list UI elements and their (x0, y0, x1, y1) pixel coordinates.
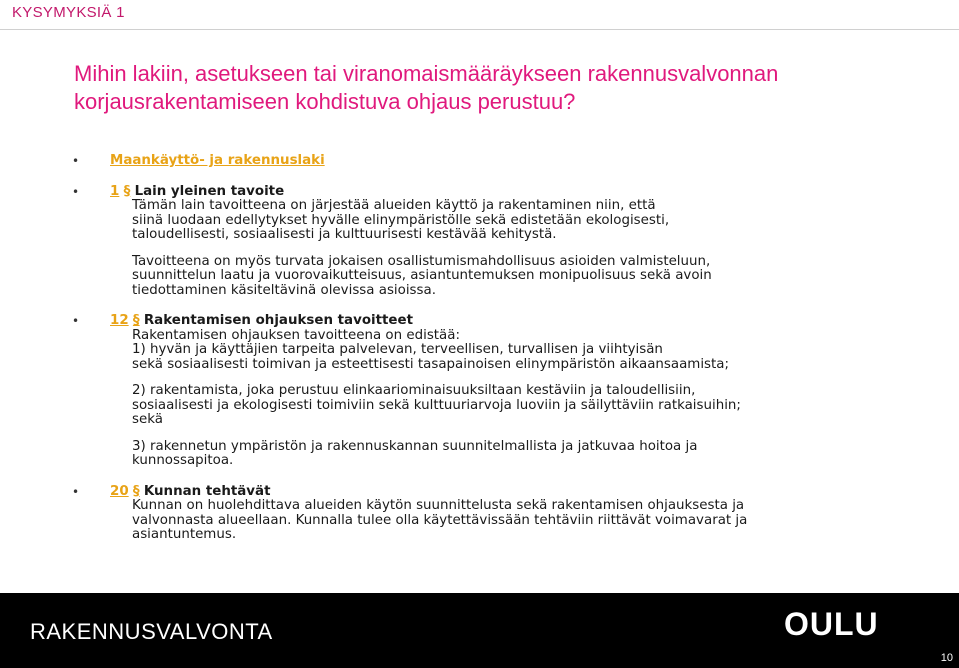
text-line: 3) rakennetun ympäristön ja rakennuskannan suunnitelmallista ja jatkuvaa hoitoa ja (132, 438, 698, 454)
text-line: sosiaalisesti ja ekologisesti toimiviin sekä kulttuuriarvoja luoviin ja säilyttäviin ratkaisuihin; (132, 397, 741, 413)
bullet-dot-icon: • (72, 154, 80, 168)
text-line: suunnittelun laatu ja vuorovaikutteisuus, asiantuntemuksen monipuolisuus sekä avoin (132, 268, 712, 283)
section-12-number-link[interactable]: 12 (110, 313, 129, 328)
slide-question: Mihin lakiin, asetukseen tai viranomaismääräykseen rakennusvalvonnan korjausrakentamiseen kohdistuva ohjaus perustuu? (74, 61, 779, 114)
section-20-title: Kunnan tehtävät (143, 483, 271, 499)
text-line: kunnossapitoa. (132, 453, 234, 468)
section-12-item-3 (72, 440, 912, 469)
bullet-dot-icon: • (72, 314, 80, 328)
bullet-dot-icon: • (72, 484, 80, 499)
section-12-sign-link[interactable]: § (132, 313, 140, 328)
oulu-logo (784, 607, 894, 647)
bullet-section-20 (72, 485, 912, 500)
section-20-number-link[interactable]: 20 (110, 483, 129, 499)
text-line: Tavoitteena on myös turvata jokaisen osallistumismahdollisuus asioiden valmisteluun, (132, 253, 711, 269)
logo-text: OULU (784, 606, 879, 642)
bullet-section-12 (72, 314, 912, 329)
bullet-dot-icon: • (72, 184, 80, 199)
text-line: Rakentamisen ohjauksen tavoitteena on edistää: (132, 327, 460, 343)
footer-bar (0, 593, 959, 668)
text-line: Tämän lain tavoitteena on järjestää alueiden käyttö ja rakentaminen niin, että (132, 198, 656, 213)
section-1-title: Lain yleinen tavoite (134, 183, 285, 199)
top-divider (0, 29, 959, 30)
section-20-sign-link[interactable]: § (132, 483, 140, 499)
text-line: siinä luodaan edellytykset hyvälle elinympäristölle sekä edistetään ekologisesti, (132, 212, 670, 228)
bullet-law-title (72, 154, 912, 169)
text-line: Kunnan on huolehdittava alueiden käytön suunnittelusta sekä rakentamisen ohjauksesta ja (132, 498, 745, 513)
section-20-paragraph (72, 499, 912, 543)
page-number: 10 (940, 652, 953, 664)
text-line: 2) rakentamista, joka perustuu elinkaariominaisuuksiltaan kestäviin ja taloudellisiin, (132, 383, 696, 398)
text-line: sekä sosiaalisesti toimivan ja esteettisesti tasapainoisen elinympäristön aikaansaamista; (132, 356, 729, 372)
section-12-intro (72, 329, 912, 344)
section-1-paragraph-1 (72, 199, 912, 243)
section-1-number-link[interactable]: 1 (110, 183, 120, 199)
section-12-item-1 (72, 343, 912, 372)
text-line: asiantuntemus. (132, 527, 237, 542)
section-12-title: Rakentamisen ohjauksen tavoitteet (143, 313, 413, 328)
text-line: 1) hyvän ja käyttäjien tarpeita palvelevan, terveellisen, turvallisen ja viihtyisän (132, 342, 663, 357)
section-1-sign-link[interactable]: § (123, 183, 131, 199)
section-label: KYSYMYKSIÄ 1 (12, 4, 125, 21)
text-line: tiedottaminen käsiteltävinä olevissa asioissa. (132, 282, 436, 298)
text-line: sekä (132, 412, 163, 427)
text-line: taloudellisesti, sosiaalisesti ja kulttuurisesti kestävää kehitystä. (132, 227, 557, 242)
footer-title: RAKENNUSVALVONTA (30, 619, 273, 644)
section-1-paragraph-2 (72, 255, 912, 299)
bullet-section-1 (72, 185, 912, 200)
text-line: valvonnasta alueellaan. Kunnalla tulee olla käytettävissään tehtäviin riittävät voimavarat ja (132, 512, 748, 528)
law-title-link[interactable]: Maankäyttö- ja rakennuslaki (110, 153, 325, 168)
section-12-item-2 (72, 384, 912, 428)
top-bar (0, 0, 959, 30)
slide-content (72, 154, 912, 543)
